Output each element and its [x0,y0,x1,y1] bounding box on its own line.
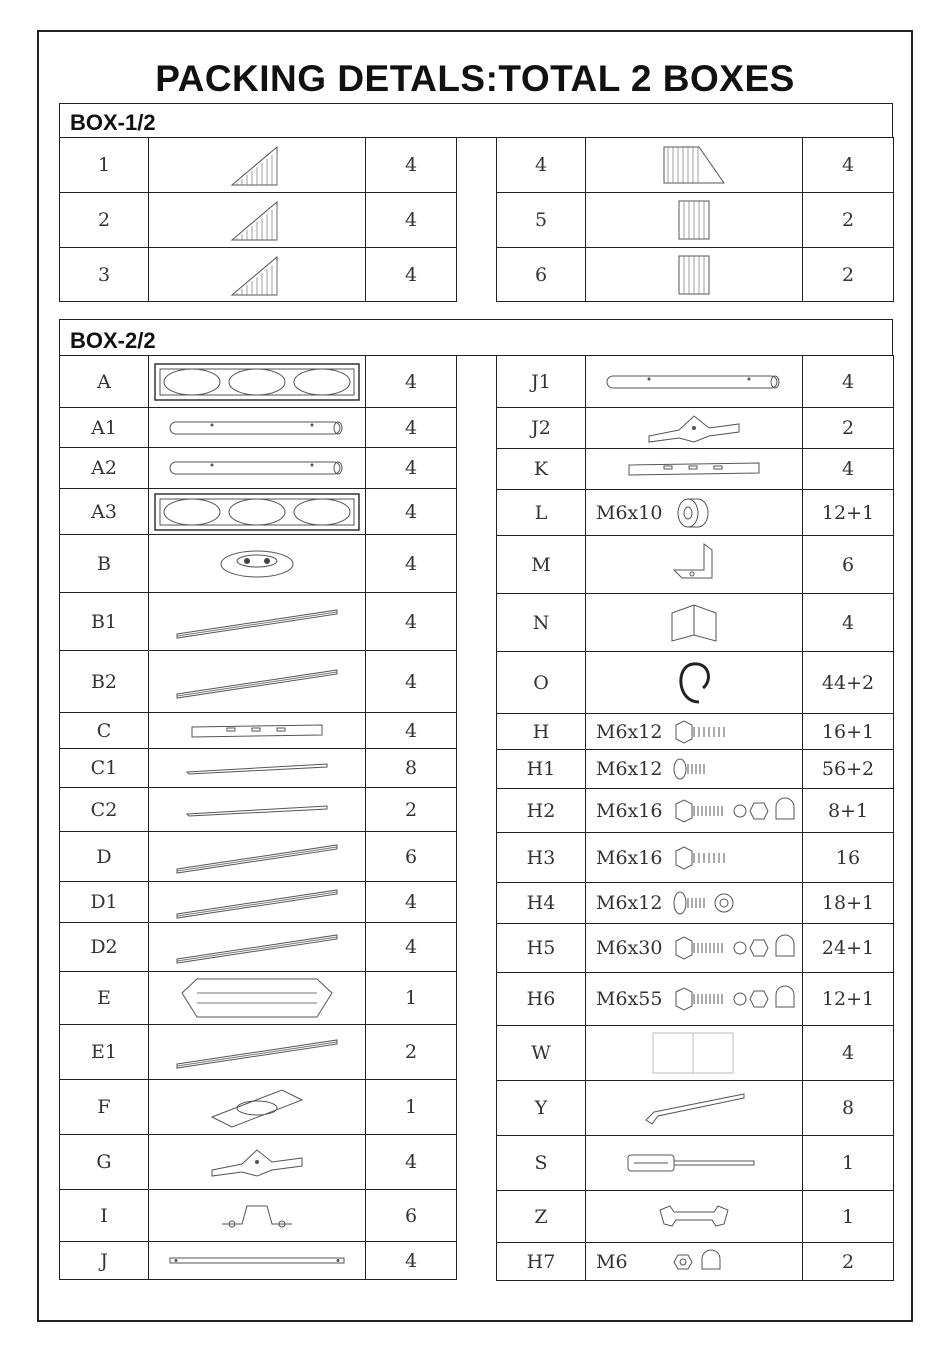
part-id: C [60,713,149,749]
part-quantity: 8 [803,1081,894,1136]
part-quantity: 4 [366,193,457,248]
part-id: 4 [497,138,586,193]
part-row [497,193,894,248]
part-row [497,490,894,536]
part-quantity: 56+2 [803,750,894,789]
part-id: B [60,535,149,593]
part-id: W [497,1026,586,1081]
part-illustration [149,193,366,248]
part-illustration [149,1242,366,1280]
part-id: H7 [497,1243,586,1281]
part-row [497,594,894,652]
tube-icon [149,415,365,441]
part-id: N [497,594,586,652]
rail-icon [149,837,365,877]
part-quantity: 6 [366,1190,457,1242]
part-id: 6 [497,248,586,302]
part-id: Y [497,1081,586,1136]
part-quantity: 4 [366,713,457,749]
part-row [60,138,457,193]
part-id: B2 [60,651,149,713]
part-quantity: 8+1 [803,789,894,833]
part-illustration [149,1190,366,1242]
part-id: E [60,972,149,1025]
part-row [497,789,894,833]
part-illustration [586,883,803,924]
fence-panel-icon [149,491,365,533]
bolt-icon [672,845,732,871]
part-quantity: 24+1 [803,924,894,973]
part-id: Z [497,1191,586,1243]
part-illustration [586,652,803,714]
part-id: I [60,1190,149,1242]
part-quantity: 1 [803,1191,894,1243]
part-row [60,593,457,651]
part-illustration [149,972,366,1025]
part-illustration [149,535,366,593]
part-id: H2 [497,789,586,833]
part-row [497,138,894,193]
bracket-icon [586,408,802,448]
part-quantity: 16+1 [803,714,894,750]
part-illustration [586,973,803,1026]
box1-header [59,103,893,138]
part-illustration [586,536,803,594]
part-illustration [149,832,366,882]
part-id: H3 [497,833,586,883]
part-row [60,535,457,593]
part-size: M6x12 [596,720,663,743]
part-illustration [149,356,366,408]
rect-panel-icon [586,198,802,242]
part-quantity: 4 [366,248,457,302]
part-row [497,750,894,789]
part-quantity: 16 [803,833,894,883]
part-id: H1 [497,750,586,789]
part-quantity: 2 [366,788,457,832]
part-row [60,489,457,535]
rail-icon [149,602,365,642]
part-id: O [497,652,586,714]
part-id: H6 [497,973,586,1026]
rod-icon [149,1254,365,1268]
part-quantity: 1 [366,972,457,1025]
rail-icon [149,1032,365,1072]
part-size: M6x16 [596,846,663,869]
part-id: M [497,536,586,594]
part-row [497,248,894,302]
bolt-set-icon [672,934,802,962]
triangle-panel-icon [149,198,365,242]
part-quantity: 4 [366,923,457,972]
part-id: D1 [60,882,149,923]
channel-icon [586,457,802,481]
box1-label: BOX-1/2 [70,110,156,135]
part-illustration [586,1136,803,1191]
part-illustration [586,138,803,193]
part-quantity: 6 [366,832,457,882]
trapezoid-panel-icon [586,143,802,187]
part-quantity: 4 [366,408,457,448]
part-illustration [586,789,803,833]
part-illustration [586,1243,803,1281]
part-id: H [497,714,586,750]
corner-bracket-icon [586,601,802,645]
part-illustration [149,593,366,651]
part-size: M6x55 [596,988,663,1010]
part-quantity: 4 [366,138,457,193]
part-id: S [497,1136,586,1191]
part-illustration [586,714,803,750]
triangle-panel-icon [149,253,365,297]
part-quantity: 4 [803,1026,894,1081]
strip-icon [149,758,365,778]
part-illustration [149,651,366,713]
part-row [497,1081,894,1136]
part-id: C1 [60,749,149,788]
part-quantity: 1 [366,1080,457,1135]
part-row [60,1080,457,1135]
part-illustration [586,924,803,973]
part-size: M6x12 [596,758,663,780]
screwdriver-icon [586,1151,802,1175]
part-id: A3 [60,489,149,535]
rail-icon [149,662,365,702]
bolt-set-icon [672,797,802,825]
part-illustration [586,594,803,652]
part-row [497,356,894,408]
part-quantity: 2 [803,193,894,248]
part-size: M6 [596,1250,628,1273]
part-row [497,924,894,973]
part-id: A1 [60,408,149,448]
angle-bracket-icon [586,540,802,590]
tray-icon [149,973,365,1023]
box1-right-table [496,137,894,302]
part-row [60,923,457,972]
part-quantity: 4 [803,138,894,193]
part-quantity: 2 [803,248,894,302]
hex-key-icon [586,1088,802,1128]
part-row [497,1243,894,1281]
triangle-panel-icon [149,143,365,187]
part-illustration [149,788,366,832]
clamp-icon [149,1194,365,1238]
wrench-icon [586,1202,802,1232]
part-row [497,973,894,1026]
part-illustration [586,356,803,408]
part-illustration [586,833,803,883]
part-quantity: 4 [366,489,457,535]
part-illustration [149,923,366,972]
fence-panel-icon [149,361,365,403]
part-quantity: 4 [366,448,457,489]
part-illustration [586,750,803,789]
part-row [60,972,457,1025]
bracket-icon [149,1142,365,1182]
part-illustration [149,1135,366,1190]
rail-icon [149,927,365,967]
nut-icon [672,1249,732,1275]
glove-icon [586,1031,802,1075]
part-illustration [149,1080,366,1135]
part-row [60,1135,457,1190]
page-title: PACKING DETALS:TOTAL 2 BOXES [155,58,795,99]
part-illustration [586,408,803,449]
part-row [497,883,894,924]
part-row [60,1025,457,1080]
part-row [60,193,457,248]
part-id: A2 [60,448,149,489]
part-quantity: 8 [366,749,457,788]
tube-icon [586,369,802,395]
part-row [60,651,457,713]
part-illustration [149,1025,366,1080]
part-row [60,448,457,489]
part-quantity: 2 [803,408,894,449]
part-illustration [149,138,366,193]
part-illustration [149,713,366,749]
part-id: C2 [60,788,149,832]
oval-plate-icon [149,1082,365,1132]
part-size: M6x16 [596,799,663,822]
part-illustration [149,248,366,302]
part-quantity: 12+1 [803,973,894,1026]
tube-icon [149,455,365,481]
part-id: 1 [60,138,149,193]
screw-icon [672,756,712,782]
part-row [60,832,457,882]
part-id: L [497,490,586,536]
part-row [60,713,457,749]
part-row [497,1026,894,1081]
part-id: D2 [60,923,149,972]
part-illustration [149,882,366,923]
part-quantity: 4 [803,594,894,652]
part-size: M6x10 [596,501,663,524]
part-quantity: 4 [803,449,894,490]
part-quantity: 4 [366,356,457,408]
part-row [497,833,894,883]
part-size: M6x30 [596,937,663,959]
part-id: 2 [60,193,149,248]
part-row [60,356,457,408]
part-id: F [60,1080,149,1135]
part-illustration [586,449,803,490]
part-row [497,652,894,714]
part-id: H4 [497,883,586,924]
part-id: 5 [497,193,586,248]
part-id: A [60,356,149,408]
part-quantity: 4 [366,535,457,593]
part-illustration [149,408,366,448]
part-row [60,1242,457,1280]
part-id: H5 [497,924,586,973]
box2-label: BOX-2/2 [70,328,156,353]
part-quantity: 6 [803,536,894,594]
part-id: E1 [60,1025,149,1080]
part-row [60,408,457,448]
part-row [497,449,894,490]
part-row [497,536,894,594]
box2-header [59,319,893,356]
channel-icon [149,719,365,743]
part-id: 3 [60,248,149,302]
spacer-icon [672,496,712,530]
part-illustration [586,248,803,302]
part-row [497,408,894,449]
clip-icon [586,658,802,708]
part-illustration [586,1191,803,1243]
part-row [60,882,457,923]
part-quantity: 44+2 [803,652,894,714]
part-illustration [586,1081,803,1136]
part-size: M6x12 [596,892,663,914]
part-quantity: 12+1 [803,490,894,536]
part-row [497,714,894,750]
box2-right-table [496,355,894,1281]
bolt-set-icon [672,985,802,1013]
part-row [60,1190,457,1242]
part-quantity: 2 [366,1025,457,1080]
part-illustration [149,448,366,489]
part-row [60,248,457,302]
part-id: J1 [497,356,586,408]
part-id: G [60,1135,149,1190]
part-row [497,1136,894,1191]
part-id: B1 [60,593,149,651]
part-illustration [149,749,366,788]
base-plate-icon [149,547,365,581]
part-illustration [586,193,803,248]
part-quantity: 4 [366,593,457,651]
bolt-icon [672,719,732,745]
part-id: J [60,1242,149,1280]
part-quantity: 18+1 [803,883,894,924]
part-id: D [60,832,149,882]
part-quantity: 4 [366,882,457,923]
part-row [60,749,457,788]
strip-icon [149,800,365,820]
part-quantity: 4 [366,1242,457,1280]
part-quantity: 4 [803,356,894,408]
part-illustration [149,489,366,535]
rect-panel-icon [586,253,802,297]
part-quantity: 4 [366,1135,457,1190]
rail-icon [149,882,365,922]
part-row [497,1191,894,1243]
part-quantity: 2 [803,1243,894,1281]
part-row [60,788,457,832]
part-id: K [497,449,586,490]
box1-left-table [59,137,457,302]
part-illustration [586,1026,803,1081]
part-quantity: 4 [366,651,457,713]
box2-left-table [59,355,457,1280]
part-illustration [586,490,803,536]
part-id: J2 [497,408,586,449]
part-quantity: 1 [803,1136,894,1191]
screw-washer-icon [672,889,742,917]
